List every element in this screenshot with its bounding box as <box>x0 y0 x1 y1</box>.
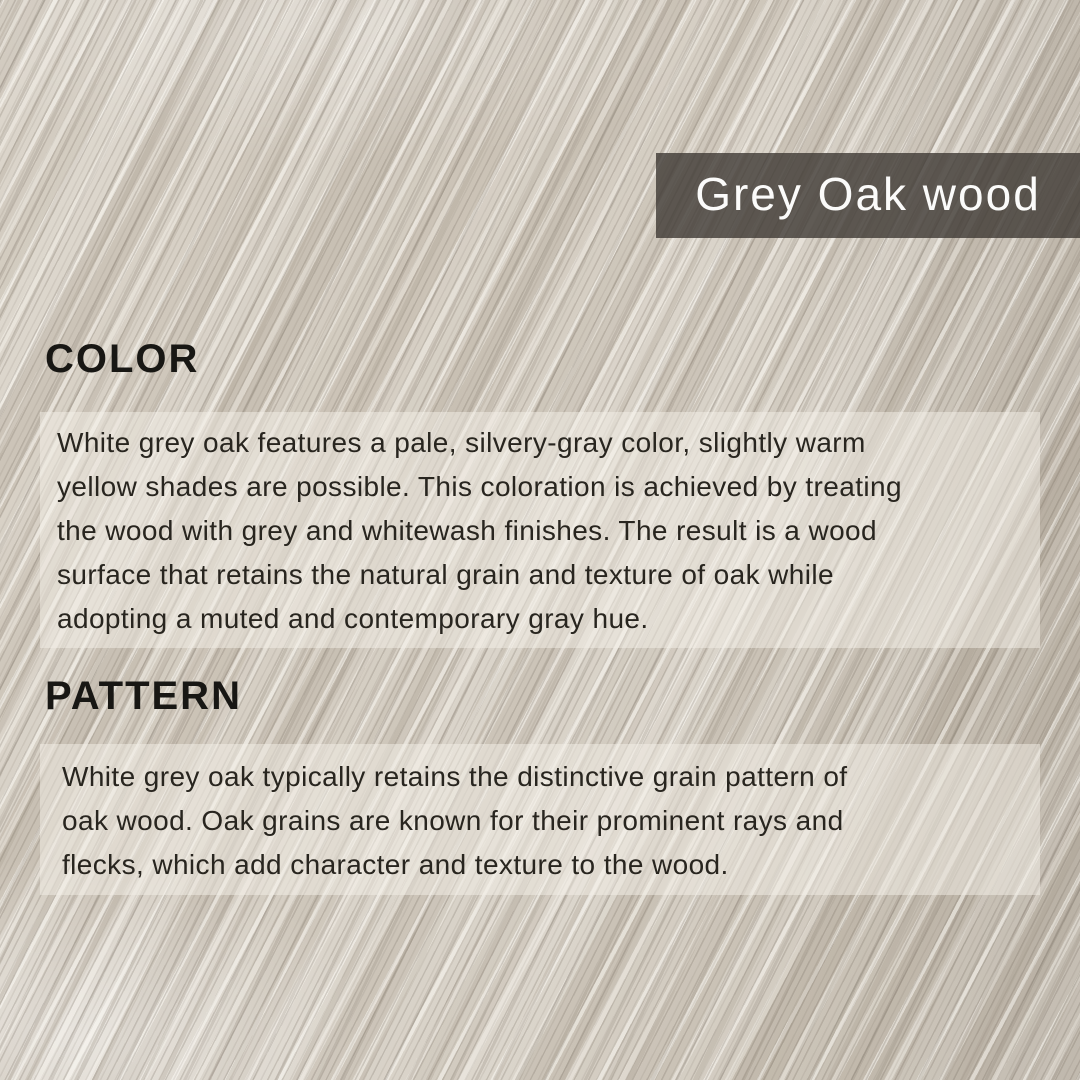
body-line: the wood with grey and whitewash finishes. The result is a wood <box>57 515 878 546</box>
title-banner <box>656 153 1080 238</box>
body-line: flecks, which add character and texture to the wood. <box>62 849 729 880</box>
body-line: White grey oak features a pale, silvery-gray color, slightly warm <box>57 427 866 458</box>
body-line: yellow shades are possible. This coloration is achieved by treating <box>57 471 902 502</box>
body-line: White grey oak typically retains the distinctive grain pattern of <box>62 761 848 792</box>
body-line: surface that retains the natural grain and texture of oak while <box>57 559 834 590</box>
section-heading-pattern: PATTERN <box>45 674 242 718</box>
body-line: adopting a muted and contemporary gray hue. <box>57 603 649 634</box>
page-title: Grey Oak wood <box>695 167 1041 220</box>
section-heading-color: COLOR <box>45 337 200 381</box>
color-description-panel <box>40 412 1040 648</box>
pattern-description-panel <box>40 744 1040 895</box>
body-line: oak wood. Oak grains are known for their prominent rays and <box>62 805 844 836</box>
